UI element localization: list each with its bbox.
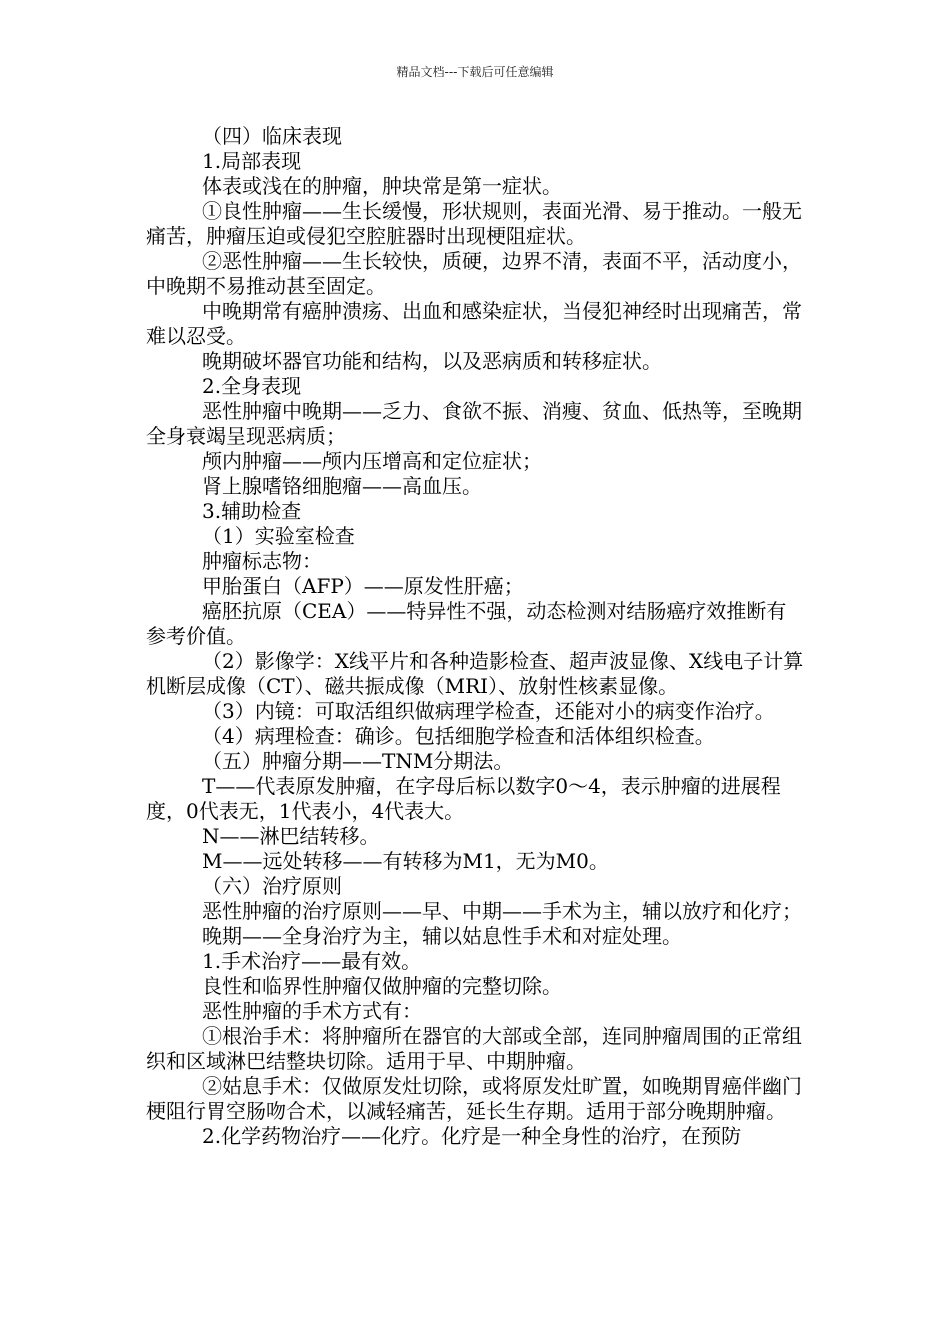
paragraph: ①根治手术：将肿瘤所在器官的大部或全部，连同肿瘤周围的正常组织和区域淋巴结整块切除。适用于早、中期肿瘤。 xyxy=(146,1024,802,1073)
paragraph: 恶性肿瘤的手术方式有： xyxy=(202,999,422,1023)
subheading-surgery: 1.手术治疗——最有效。 xyxy=(202,949,422,973)
paragraph: 体表或浅在的肿瘤，肿块常是第一症状。 xyxy=(202,174,562,198)
paragraph: 恶性肿瘤的治疗原则——早、中期——手术为主，辅以放疗和化疗； xyxy=(202,899,802,923)
section-heading-treatment: （六）治疗原则 xyxy=(202,874,342,898)
subheading-local: 1.局部表现 xyxy=(202,149,302,173)
section-heading-staging: （五）肿瘤分期——TNM分期法。 xyxy=(202,749,514,773)
paragraph: 肿瘤标志物： xyxy=(202,549,322,573)
subheading-systemic: 2.全身表现 xyxy=(202,374,302,398)
paragraph: （4）病理检查：确诊。包括细胞学检查和活体组织检查。 xyxy=(202,724,715,748)
paragraph: 中晚期常有癌肿溃疡、出血和感染症状，当侵犯神经时出现痛苦，常难以忍受。 xyxy=(146,299,802,348)
subheading-chemo: 2.化学药物治疗——化疗。化疗是一种全身性的治疗，在预防 xyxy=(202,1124,742,1148)
paragraph: 肾上腺嗜铬细胞瘤——高血压。 xyxy=(202,474,482,498)
paragraph: 甲胎蛋白（AFP）——原发性肝癌； xyxy=(202,574,524,598)
section-heading-clinical: （四）临床表现 xyxy=(202,124,342,148)
paragraph: 晚期破坏器官功能和结构，以及恶病质和转移症状。 xyxy=(202,349,662,373)
paragraph: 良性和临界性肿瘤仅做肿瘤的完整切除。 xyxy=(202,974,562,998)
paragraph: ①良性肿瘤——生长缓慢，形状规则，表面光滑、易于推动。一般无痛苦，肿瘤压迫或侵犯空腔脏器时出现梗阻症状。 xyxy=(146,199,802,248)
document-body xyxy=(146,124,806,1149)
paragraph: 晚期——全身治疗为主，辅以姑息性手术和对症处理。 xyxy=(202,924,682,948)
paragraph: 恶性肿瘤中晚期——乏力、食欲不振、消瘦、贫血、低热等，至晚期全身衰竭呈现恶病质； xyxy=(146,399,802,448)
paragraph: （3）内镜：可取活组织做病理学检查，还能对小的病变作治疗。 xyxy=(202,699,775,723)
paragraph: N——淋巴结转移。 xyxy=(202,824,380,848)
paragraph: ②恶性肿瘤——生长较快，质硬，边界不清，表面不平，活动度小，中晚期不易推动甚至固定。 xyxy=(146,249,802,298)
paragraph: ②姑息手术：仅做原发灶切除，或将原发灶旷置，如晚期胃癌伴幽门梗阻行胃空肠吻合术，以减轻痛苦，延长生存期。适用于部分晚期肿瘤。 xyxy=(146,1074,802,1123)
subheading-lab: （1）实验室检查 xyxy=(202,524,355,548)
subheading-auxiliary: 3.辅助检查 xyxy=(202,499,302,523)
paragraph: 癌胚抗原（CEA）——特异性不强，动态检测对结肠癌疗效推断有参考价值。 xyxy=(146,599,787,648)
paragraph: T——代表原发肿瘤，在字母后标以数字0～4，表示肿瘤的进展程度，0代表无，1代表小，4代表大。 xyxy=(146,774,781,823)
paragraph: 颅内肿瘤——颅内压增高和定位症状； xyxy=(202,449,542,473)
paragraph: （2）影像学：X线平片和各种造影检查、超声波显像、X线电子计算机断层成像（CT）、磁共振成像（MRI）、放射性核素显像。 xyxy=(146,649,804,698)
page-header: 精品文档---下载后可任意编辑 xyxy=(396,65,554,79)
paragraph: M——远处转移——有转移为M1，无为M0。 xyxy=(202,849,609,873)
